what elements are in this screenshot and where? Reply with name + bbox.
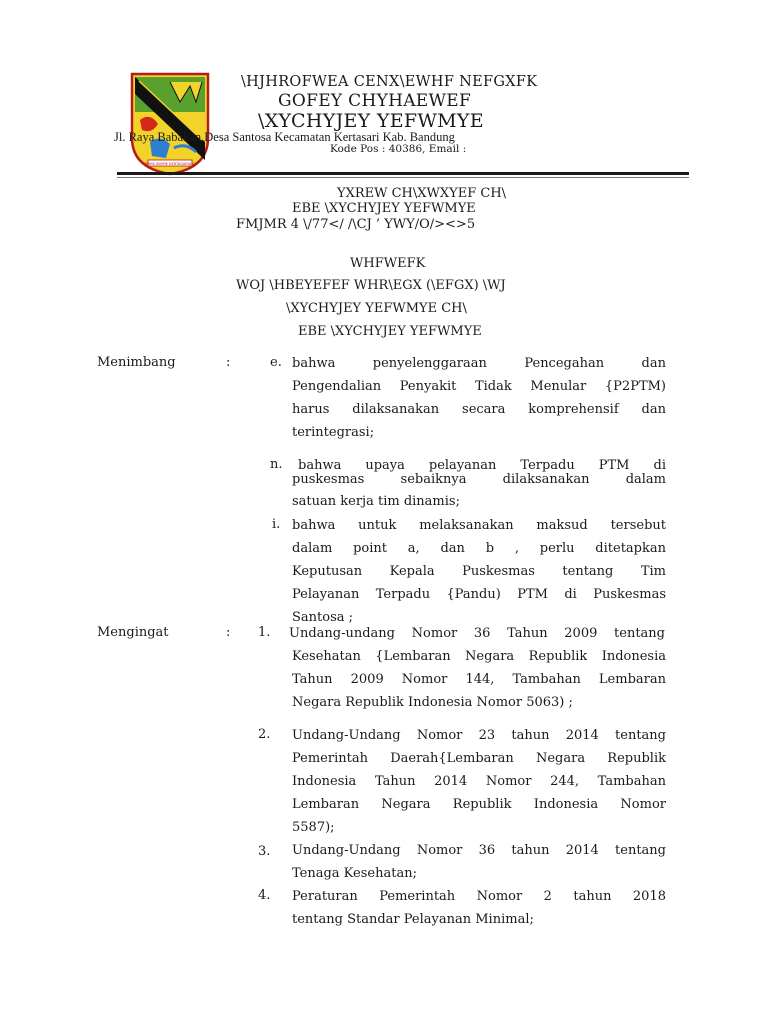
menimbang-i-line-5: Santosa ; xyxy=(292,610,354,625)
menimbang-e-line-1: bahwa penyelenggaraan Pencegahan dan xyxy=(292,356,666,371)
mengingat-colon: : xyxy=(226,625,231,640)
mengingat-3-line-1: Undang-Undang Nomor 36 tahun 2014 tentang xyxy=(292,843,666,858)
decree-line-2: EBE \XYCHYJEY YEFWMYE xyxy=(292,201,476,216)
menimbang-i-line-3: Keputusan Kepala Puskesmas tentang Tim xyxy=(292,564,666,579)
mengingat-2-line-1: Undang-Undang Nomor 23 tahun 2014 tentang xyxy=(292,728,666,743)
menimbang-n-line-1: bahwa upaya pelayanan Terpadu PTM di xyxy=(298,458,666,473)
decree-about-line-2: \XYCHYJEY YEFWMYE CH\ xyxy=(286,301,467,316)
decree-about-line-3: EBE \XYCHYJEY YEFWMYE xyxy=(298,324,482,339)
mengingat-2-line-5: 5587); xyxy=(292,820,335,835)
mengingat-2-line-4: Lembaran Negara Republik Indonesia Nomor xyxy=(292,797,666,812)
mengingat-1-line-2: Kesehatan {Lembaran Negara Republik Indonesia xyxy=(292,649,666,664)
mengingat-1-line-1: Undang-undang Nomor 36 Tahun 2009 tentang xyxy=(289,626,665,641)
menimbang-marker-n: n. xyxy=(270,457,283,472)
mengingat-marker-1: 1. xyxy=(258,625,271,640)
mengingat-3-line-2: Tenaga Kesehatan; xyxy=(292,866,417,881)
letterhead-address: Jl. Raya Babakan Desa Santosa Kecamatan Kertasari Kab. Bandung xyxy=(114,130,455,144)
menimbang-n-line-3: satuan kerja tim dinamis; xyxy=(292,494,460,509)
menimbang-colon: : xyxy=(226,355,231,370)
menimbang-n-line-2: puskesmas sebaiknya dilaksanakan dalam xyxy=(292,472,666,487)
menimbang-marker-i: i. xyxy=(272,517,281,532)
decree-about-line-1: WOJ \HBEYEFEF WHR\EGX (\EFGX) \WJ xyxy=(236,278,506,293)
logo-ribbon-text: BEMIS SIMPIE KERTASARIANA xyxy=(143,162,197,166)
menimbang-e-line-4: terintegrasi; xyxy=(292,425,375,440)
menimbang-marker-e: e. xyxy=(270,355,282,370)
menimbang-i-line-2: dalam point a, dan b , perlu ditetapkan xyxy=(292,541,666,556)
menimbang-label: Menimbang xyxy=(97,355,176,370)
decree-number: FMJMR 4 \/77</ /\CJ ’ YWY/O/><>5 xyxy=(236,217,476,232)
mengingat-marker-3: 3. xyxy=(258,844,271,859)
letterhead-line-1: \HJHROFWEA CENX\EWHF NEFGXFK xyxy=(241,74,538,90)
regency-crest-logo xyxy=(130,72,210,176)
menimbang-e-line-3: harus dilaksanakan secara komprehensif dan xyxy=(292,402,666,417)
decree-about-heading: WHFWEFK xyxy=(350,256,426,271)
letterhead-postal: Kode Pos : 40386, Email : xyxy=(330,143,467,155)
mengingat-1-line-3: Tahun 2009 Nomor 144, Tambahan Lembaran xyxy=(292,672,666,687)
letterhead-line-3: \XYCHYJEY YEFWMYE xyxy=(258,110,484,132)
menimbang-i-line-1: bahwa untuk melaksanakan maksud tersebut xyxy=(292,518,666,533)
mengingat-1-line-4: Negara Republik Indonesia Nomor 5063) ; xyxy=(292,695,573,710)
mengingat-2-line-3: Indonesia Tahun 2014 Nomor 244, Tambahan xyxy=(292,774,666,789)
menimbang-i-line-4: Pelayanan Terpadu {Pandu) PTM di Puskesmas xyxy=(292,587,666,602)
mengingat-2-line-2: Pemerintah Daerah{Lembaran Negara Republik xyxy=(292,751,666,766)
menimbang-e-line-2: Pengendalian Penyakit Tidak Menular {P2PTM) xyxy=(292,379,666,394)
mengingat-marker-4: 4. xyxy=(258,888,271,903)
header-divider-thin xyxy=(117,177,689,178)
decree-line-1: YXREW CH\XWXYEF CH\ xyxy=(337,186,507,201)
mengingat-marker-2: 2. xyxy=(258,727,271,742)
mengingat-4-line-1: Peraturan Pemerintah Nomor 2 tahun 2018 xyxy=(292,889,666,904)
mengingat-4-line-2: tentang Standar Pelayanan Minimal; xyxy=(292,912,534,927)
header-divider xyxy=(117,172,689,175)
letterhead-line-2: GOFEY CHYHAEWEF xyxy=(278,91,472,111)
mengingat-label: Mengingat xyxy=(97,625,169,640)
